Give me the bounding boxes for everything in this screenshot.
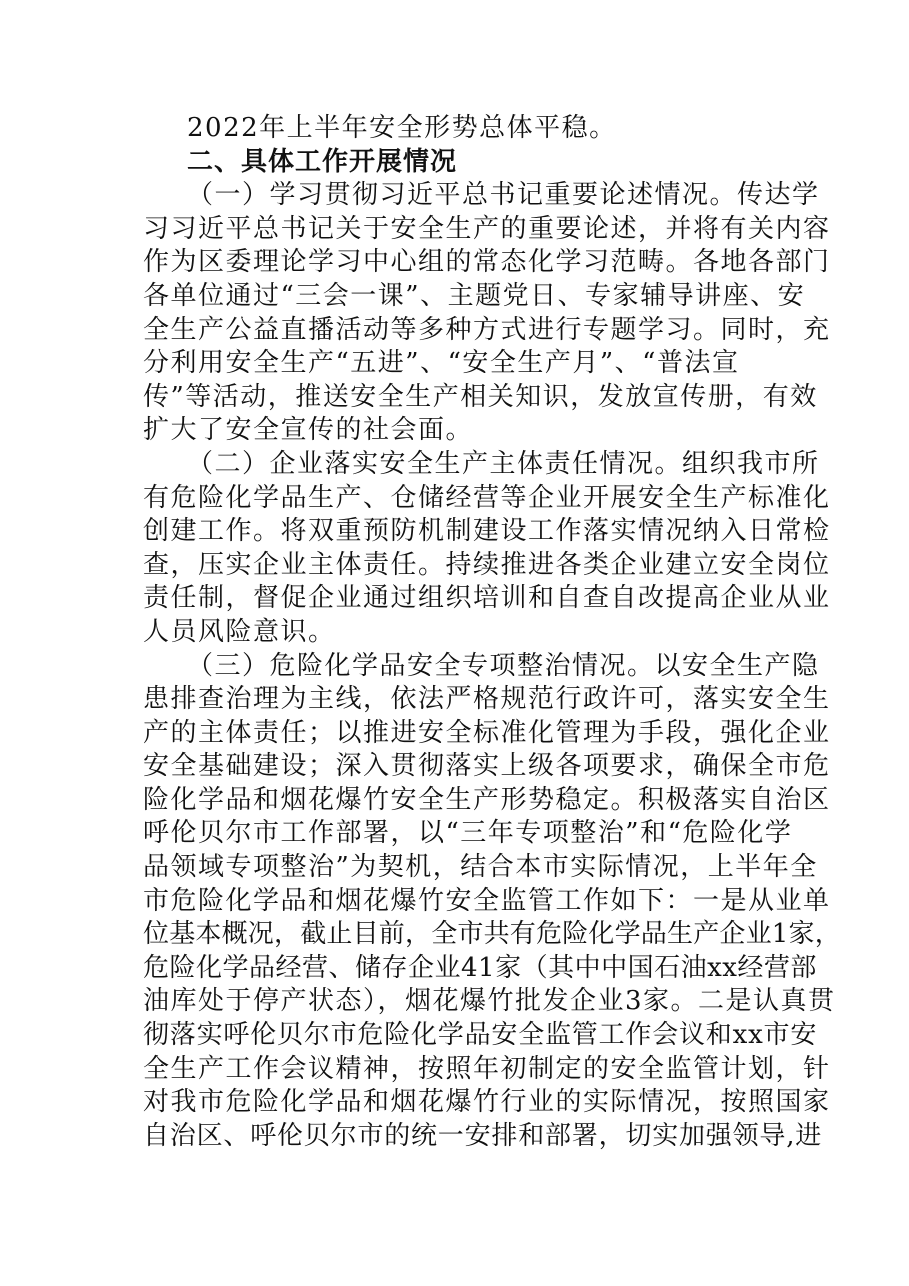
paragraph-line: 对我市危险化学品和烟花爆竹行业的实际情况，按照国家: [143, 1087, 831, 1118]
paragraph-line: 人员风险意识。: [143, 616, 336, 647]
paragraph-line: 传”等活动，推送安全生产相关知识，发放宣传册，有效: [143, 381, 818, 412]
paragraph-line: 产的主体责任；以推进安全标准化管理为手段，强化企业: [143, 717, 831, 748]
paragraph-line: 彻落实呼伦贝尔市危险化学品安全监管工作会议和xx市安: [143, 1020, 818, 1051]
paragraph-line: （一）学习贯彻习近平总书记重要论述情况。传达学: [187, 180, 820, 211]
paragraph-line: 市危险化学品和烟花爆竹安全监管工作如下：一是从业单: [143, 885, 831, 916]
paragraph-line: 险化学品和烟花爆竹安全生产形势稳定。积极落实自治区: [143, 784, 831, 815]
paragraph-line: 全生产工作会议精神，按照年初制定的安全监管计划，针: [143, 1053, 831, 1084]
paragraph-line: 查，压实企业主体责任。持续推进各类企业建立安全岗位: [143, 549, 831, 580]
paragraph-line: 品领域专项整治”为契机，结合本市实际情况，上半年全: [143, 852, 818, 883]
paragraph-line: 油库处于停产状态），烟花爆竹批发企业3家。二是认真贯: [143, 986, 836, 1017]
paragraph-line: 习习近平总书记关于安全生产的重要论述，并将有关内容: [143, 213, 831, 244]
paragraph-line: 患排查治理为主线，依法严格规范行政许可，落实安全生: [143, 684, 831, 715]
paragraph-line: 安全基础建设；深入贯彻落实上级各项要求，确保全市危: [143, 751, 831, 782]
paragraph-line: 呼伦贝尔市工作部署，以“三年专项整治”和“危险化学: [143, 818, 793, 849]
paragraph-line: 责任制，督促企业通过组织培训和自查自改提高企业从业: [143, 583, 831, 614]
paragraph-line: 作为区委理论学习中心组的常态化学习范畴。各地各部门: [143, 247, 831, 278]
section-heading: 二、具体工作开展情况: [187, 146, 458, 177]
paragraph-line: 位基本概况，截止目前，全市共有危险化学品生产企业1家，: [143, 919, 841, 950]
paragraph-line: 分利用安全生产“五进”、“安全生产月”、“普法宣: [143, 348, 740, 379]
paragraph-line: 扩大了安全宣传的社会面。: [143, 415, 474, 446]
paragraph-line: （二）企业落实安全生产主体责任情况。组织我市所: [187, 448, 820, 479]
paragraph-line: 危险化学品经营、储存企业41家（其中中国石油xx经营部: [143, 952, 817, 983]
paragraph-line: 2022年上半年安全形势总体平稳。: [187, 113, 617, 143]
paragraph-line: 创建工作。将双重预防机制建设工作落实情况纳入日常检: [143, 516, 831, 547]
paragraph-line: 自治区、呼伦贝尔市的统一安排和部署，切实加强领导,进: [143, 1120, 823, 1151]
paragraph-line: 全生产公益直播活动等多种方式进行专题学习。同时，充: [143, 314, 831, 345]
paragraph-line: 各单位通过“三会一课”、主题党日、专家辅导讲座、安: [143, 280, 806, 311]
paragraph-line: （三）危险化学品安全专项整治情况。以安全生产隐: [187, 650, 820, 681]
document-page: [143, 112, 841, 1153]
paragraph-line: 有危险化学品生产、仓储经营等企业开展安全生产标准化: [143, 482, 831, 513]
